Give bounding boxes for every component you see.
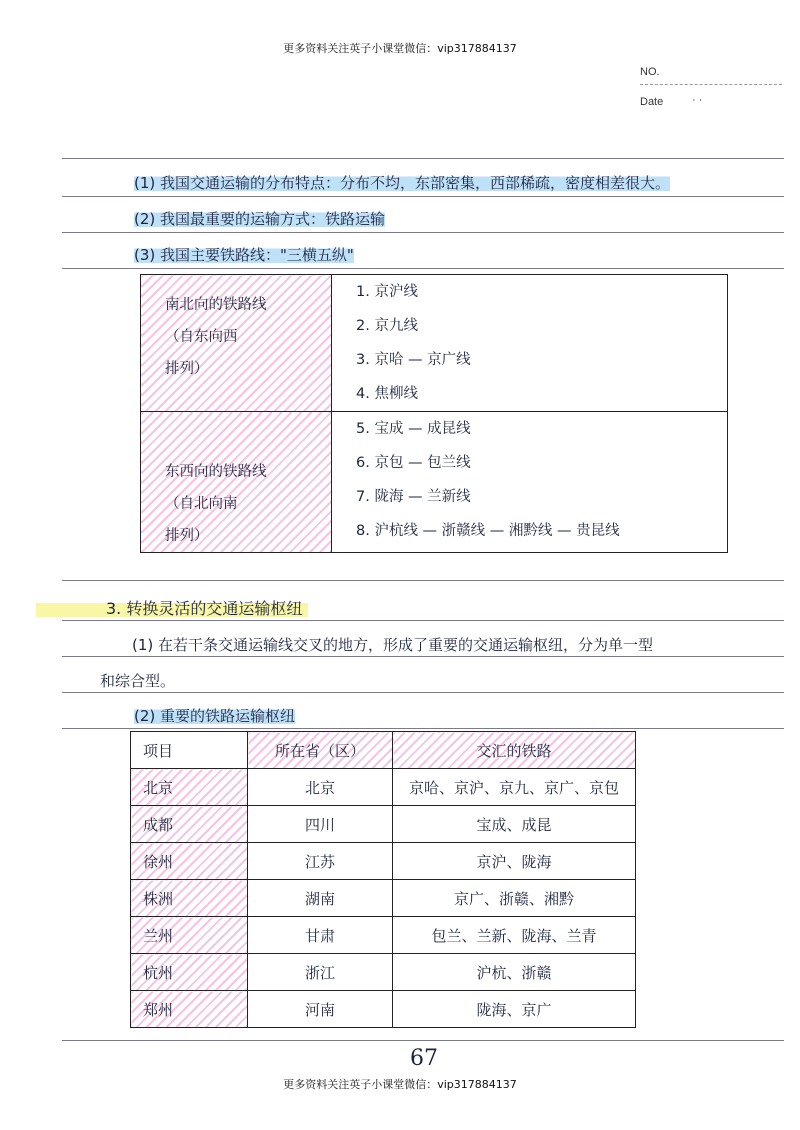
table-cell: 河南	[248, 991, 393, 1028]
list-item: 7. 陇海 — 兰新线	[356, 489, 471, 505]
line-1-text: (1) 我国交通运输的分布特点：分布不均，东部密集，西部稀疏，密度相差很大。	[134, 174, 671, 192]
table-cell: 郑州	[131, 991, 248, 1028]
group-subtitle: 排列）	[165, 528, 209, 544]
table-cell: 北京	[248, 769, 393, 806]
table-row	[131, 843, 636, 880]
table-row	[141, 412, 728, 553]
list-item: 6. 京包 — 包兰线	[356, 455, 471, 471]
column-header: 所在省（区）	[248, 732, 393, 769]
section-3-para-cont: 和综合型。	[100, 672, 176, 690]
page-number: 67	[410, 1046, 438, 1071]
table-cell: 杭州	[131, 954, 248, 991]
table-row	[131, 769, 636, 806]
watermark-bottom: 更多资料关注英子小课堂微信：vip317884137	[283, 1078, 517, 1091]
table-cell: 甘肃	[248, 917, 393, 954]
list-item: 8. 沪杭线 — 浙赣线 — 湘黔线 — 贵昆线	[356, 523, 620, 539]
list-item: 1. 京沪线	[356, 284, 418, 300]
group-subtitle: （自东向西	[165, 329, 238, 345]
table-cell: 株洲	[131, 880, 248, 917]
table-row	[131, 954, 636, 991]
table-row	[131, 917, 636, 954]
north-south-items-cell	[332, 275, 728, 412]
group-subtitle: （自北向南	[165, 496, 238, 512]
east-west-items-cell	[332, 412, 728, 553]
table-cell: 沪杭、浙赣	[393, 954, 636, 991]
list-item: 5. 宝成 — 成昆线	[356, 421, 471, 437]
line-1	[134, 172, 670, 193]
header-divider	[640, 84, 782, 85]
table-cell: 兰州	[131, 917, 248, 954]
section-3-heading	[36, 596, 308, 619]
section-3-title: 3. 转换灵活的交通运输枢纽	[36, 599, 308, 618]
table-cell: 包兰、兰新、陇海、兰青	[393, 917, 636, 954]
section-3-subheading	[134, 705, 295, 726]
table-cell: 宝成、成昆	[393, 806, 636, 843]
group-title: 东西向的铁路线	[165, 464, 267, 480]
watermark-top: 更多资料关注英子小课堂微信：vip317884137	[283, 42, 517, 55]
list-item: 2. 京九线	[356, 318, 418, 334]
table-cell: 四川	[248, 806, 393, 843]
line-2-text: (2) 我国最重要的运输方式：铁路运输	[134, 210, 386, 228]
table-cell: 京哈、京沪、京九、京广、京包	[393, 769, 636, 806]
section-3-para: (1) 在若干条交通运输线交叉的地方，形成了重要的交通运输枢纽，分为单一型	[132, 636, 654, 654]
list-item: 3. 京哈 — 京广线	[356, 352, 471, 368]
table-row	[131, 991, 636, 1028]
group-title: 南北向的铁路线	[165, 297, 267, 313]
table-cell: 湖南	[248, 880, 393, 917]
line-2	[134, 208, 385, 229]
column-header: 交汇的铁路	[393, 732, 636, 769]
table-header-row	[131, 732, 636, 769]
table-cell: 浙江	[248, 954, 393, 991]
table-cell: 江苏	[248, 843, 393, 880]
section-3-sub-text: (2) 重要的铁路运输枢纽	[134, 707, 296, 725]
railway-hubs-table	[130, 731, 636, 1028]
table-cell: 北京	[131, 769, 248, 806]
railway-lines-table	[140, 274, 728, 553]
line-3-text: (3) 我国主要铁路线："三横五纵"	[134, 246, 354, 264]
table-cell: 成都	[131, 806, 248, 843]
east-west-group-cell	[141, 412, 332, 553]
table-cell: 京广、浙赣、湘黔	[393, 880, 636, 917]
line-3	[134, 244, 354, 265]
no-label: NO.	[640, 66, 660, 78]
table-cell: 徐州	[131, 843, 248, 880]
date-label: Date	[640, 96, 664, 108]
table-cell: 陇海、京广	[393, 991, 636, 1028]
table-row	[131, 806, 636, 843]
table-row	[131, 880, 636, 917]
list-item: 4. 焦柳线	[356, 386, 418, 402]
column-header: 项目	[131, 732, 248, 769]
date-dots: · ·	[692, 94, 703, 106]
group-subtitle: 排列）	[165, 361, 209, 377]
table-row	[141, 275, 728, 412]
north-south-group-cell	[141, 275, 332, 412]
table-cell: 京沪、陇海	[393, 843, 636, 880]
